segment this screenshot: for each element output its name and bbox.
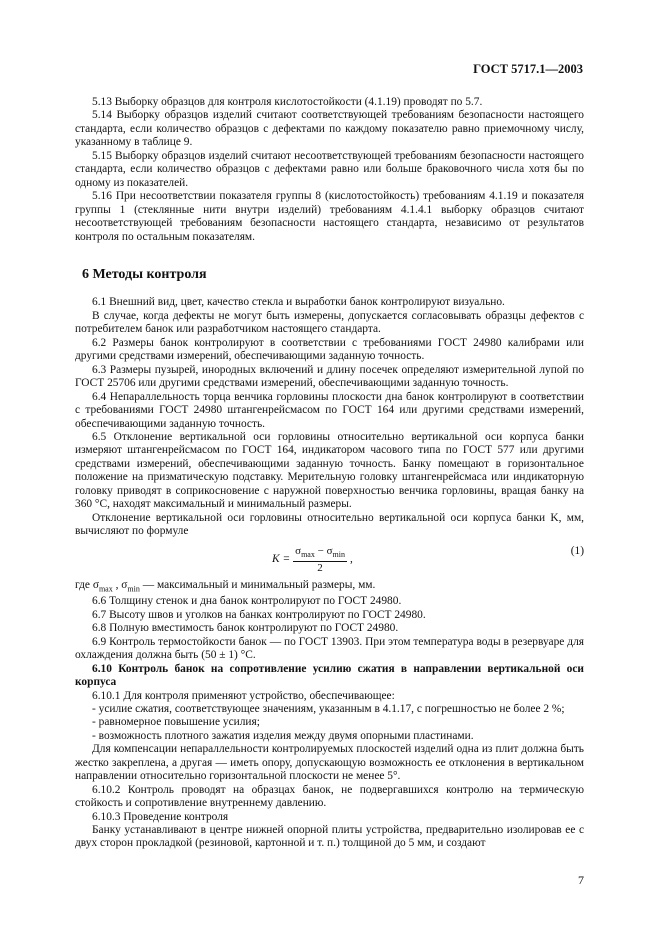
list-item: - равномерное повышение усилия; xyxy=(92,716,260,729)
paragraph: Для компенсации непараллельности контролируемых плоскостей изделий одна из плит должна быть жестко закреплена, а другая — иметь опору, допускающую возможность ее отклонения в вертикальном направлении относительно горизонтальной плоскости не менее 5°. xyxy=(75,743,584,783)
paragraph-6-1: 6.1 Внешний вид, цвет, качество стекла и выработки банок контролируют визуально. xyxy=(92,296,505,309)
paragraph-5-15: 5.15 Выборку образцов изделий считают несоответствующей требованиям безопасности настоящего стандарта, если количество образцов с дефектами равно или больше браковочного числа хотя бы по одному из показателей. xyxy=(75,149,584,189)
formula-numerator xyxy=(293,545,347,563)
sigma: σ xyxy=(121,578,128,591)
paragraph-5-13: 5.13 Выборку образцов для контроля кислотостойкости (4.1.19) проводят по 5.7. xyxy=(92,96,483,108)
legend-text: — максимальный и минимальный размеры, мм. xyxy=(139,578,376,591)
section-heading: 6 Методы контроля xyxy=(82,266,207,282)
paragraph-6-10-1: 6.10.1 Для контроля применяют устройство, обеспечивающее: xyxy=(92,689,395,702)
paragraph-6-4: 6.4 Непараллельность торца венчика горловины плоскости дна банок контролируют в соответствии с требованиями ГОСТ 24980 штангенрейсмасом по ГОСТ 164 или другими средствами измерений, обеспечивающими заданную точность. xyxy=(75,390,584,430)
minus: − xyxy=(314,544,327,557)
equation-number: (1) xyxy=(570,544,584,557)
paragraph-6-10-3: 6.10.3 Проведение контроля xyxy=(92,810,229,823)
where-label: где xyxy=(75,578,93,591)
sigma: σ xyxy=(295,544,302,557)
paragraph-5-16: 5.16 При несоответствии показателя группы 8 (кислотостойкость) требованиям 4.1.19 и показателя группы 1 (стеклянные нити внутри изделий) требованиям 4.1.4.1 выборку образцов считают несоответствующей требованиям безопасности настоящего стандарта, независимо от результатов контроля по остальным показателям. xyxy=(75,190,584,243)
sub-min: min xyxy=(332,549,345,559)
page-body xyxy=(75,96,584,851)
paragraph-6-10-2: 6.10.2 Контроль проводят на образцах банок, не подвергавшихся контролю на термическую стойкость и сопротивление внутреннему давлению. xyxy=(75,783,584,810)
formula-comma: , xyxy=(349,553,353,566)
sigma: σ xyxy=(92,578,99,591)
sigma: σ xyxy=(326,544,333,557)
formula-lhs: K = xyxy=(272,553,291,566)
document-header: ГОСТ 5717.1—2003 xyxy=(473,62,583,76)
paragraph: В случае, когда дефекты не могут быть измерены, допускается согласовывать образцы дефектов с потребителем банок или разработчиком настоящего стандарта. xyxy=(75,309,584,336)
page-number: 7 xyxy=(578,873,584,887)
formula xyxy=(75,543,584,577)
sub-max: max xyxy=(301,549,315,559)
paragraph-5-14: 5.14 Выборку образцов изделий считают соответствующей требованиям безопасности настоящего стандарта, если количество образцов с дефектами по каждому показателю равно приемочному числу, указанному в таблице 9. xyxy=(75,109,584,149)
formula-fraction xyxy=(293,545,347,576)
paragraph-6-3: 6.3 Размеры пузырей, инородных включений и длину посечек определяют измерительной лупой по ГОСТ 25706 или другими средствами измерений, обеспечивающими заданную точность. xyxy=(75,363,584,390)
list-item: - усилие сжатия, соответствующее значениям, указанным в 4.1.17, с погрешностью не более 2 %; xyxy=(92,702,565,715)
paragraph-6-8: 6.8 Полную вместимость банок контролируют по ГОСТ 24980. xyxy=(92,622,399,635)
sub-min: min xyxy=(127,583,140,593)
paragraph-6-6: 6.6 Толщину стенок и дна банок контролируют по ГОСТ 24980. xyxy=(92,595,402,608)
paragraph: Банку устанавливают в центре нижней опорной плиты устройства, предварительно изолировав ее с двух сторон прокладкой (резиновой, картонной и т. п.) толщиной до 5 мм, и создают xyxy=(75,824,584,850)
paragraph: Отклонение вертикальной оси горловины относительно вертикальной оси корпуса банки K, мм, вычисляют по формуле xyxy=(75,511,584,538)
paragraph-6-9: 6.9 Контроль термостойкости банок — по ГОСТ 13903. При этом температура воды в резервуаре для охлаждения должна быть (50 ± 1) °С. xyxy=(75,635,584,662)
formula-denominator: 2 xyxy=(317,562,323,575)
formula-legend xyxy=(75,579,584,596)
paragraph-6-2: 6.2 Размеры банок контролируют в соответствии с требованиями ГОСТ 24980 калибрами или другими средствами измерений, обеспечивающими заданную точность. xyxy=(75,336,584,363)
paragraph-6-7: 6.7 Высоту швов и уголков на банках контролируют по ГОСТ 24980. xyxy=(92,608,426,621)
formula-expression xyxy=(272,545,353,576)
sub-max: max xyxy=(98,583,113,593)
list-item: - возможность плотного зажатия изделия между двумя опорными пластинами. xyxy=(92,729,474,742)
separator: , xyxy=(112,578,122,591)
paragraph-6-5: 6.5 Отклонение вертикальной оси горловины относительно вертикальной оси корпуса банки измеряют штангенрейсмасом по ГОСТ 164, индикатором часового типа по ГОСТ 577 или другими средствами измерений, обеспечивающими заданную точность. Банку помещают в горизонтальное положение на призматическую подставку. Мерительную головку штангенрейсмаса или индикаторную головку приводят в соприкосновение с наружной поверхностью венчика горловины, вращая банку на 360 °С, находят максимальный и минимальный размеры. xyxy=(75,430,584,511)
subheading-6-10: 6.10 Контроль банок на сопротивление усилию сжатия в направлении вертикальной оси корпуса xyxy=(75,662,584,689)
